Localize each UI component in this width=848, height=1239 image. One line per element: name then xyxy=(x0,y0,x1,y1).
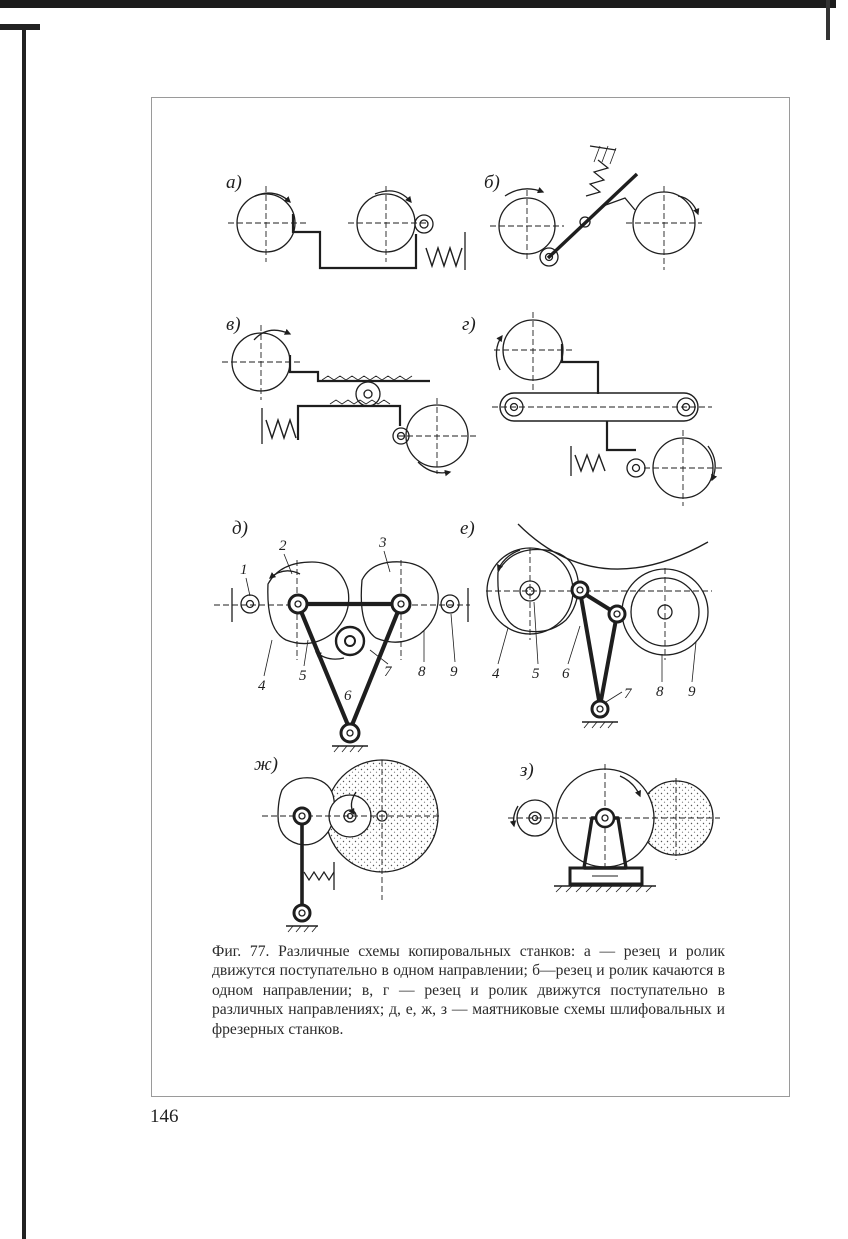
panel-label: а) xyxy=(226,172,242,193)
callout-7: 7 xyxy=(624,686,632,702)
callout-4: 4 xyxy=(492,666,500,682)
page-number: 146 xyxy=(150,1106,179,1127)
panel-label: з) xyxy=(520,760,534,781)
panel-label: д) xyxy=(232,518,248,539)
callout-6: 6 xyxy=(344,688,352,704)
callout-5: 5 xyxy=(299,668,307,684)
callout-1: 1 xyxy=(240,562,248,578)
figure-caption: Фиг. 77. Различные схемы копировальных станков: а — резец и ролик движутся поступательно в одном направлении; б—резец и ролик качаются в одном направлении; в, г — резец и ролик движутся поступательно в различных направлениях; д, е, ж, з — маятниковые схемы шлифовальных и фрезерных станков. xyxy=(212,943,725,1038)
panel-d xyxy=(214,518,470,752)
panel-e xyxy=(460,518,712,728)
callout-9: 9 xyxy=(450,664,458,680)
callout-4: 4 xyxy=(258,678,266,694)
callout-9: 9 xyxy=(688,684,696,700)
callout-6: 6 xyxy=(562,666,570,682)
callout-8: 8 xyxy=(418,664,426,680)
panel-b xyxy=(484,146,702,270)
panel-z xyxy=(508,760,720,892)
panel-label: г) xyxy=(462,314,476,335)
panel-v xyxy=(222,314,476,474)
panel-label: е) xyxy=(460,518,475,539)
callout-3: 3 xyxy=(379,535,387,551)
callout-7: 7 xyxy=(384,664,392,680)
panel-g xyxy=(462,312,722,506)
panel-label: б) xyxy=(484,172,500,193)
panel-zh xyxy=(254,754,440,932)
callout-2: 2 xyxy=(279,538,287,554)
panel-a xyxy=(226,172,465,270)
panel-label: ж) xyxy=(254,754,279,775)
callout-8: 8 xyxy=(656,684,664,700)
callout-5: 5 xyxy=(532,666,540,682)
panel-label: в) xyxy=(226,314,241,335)
